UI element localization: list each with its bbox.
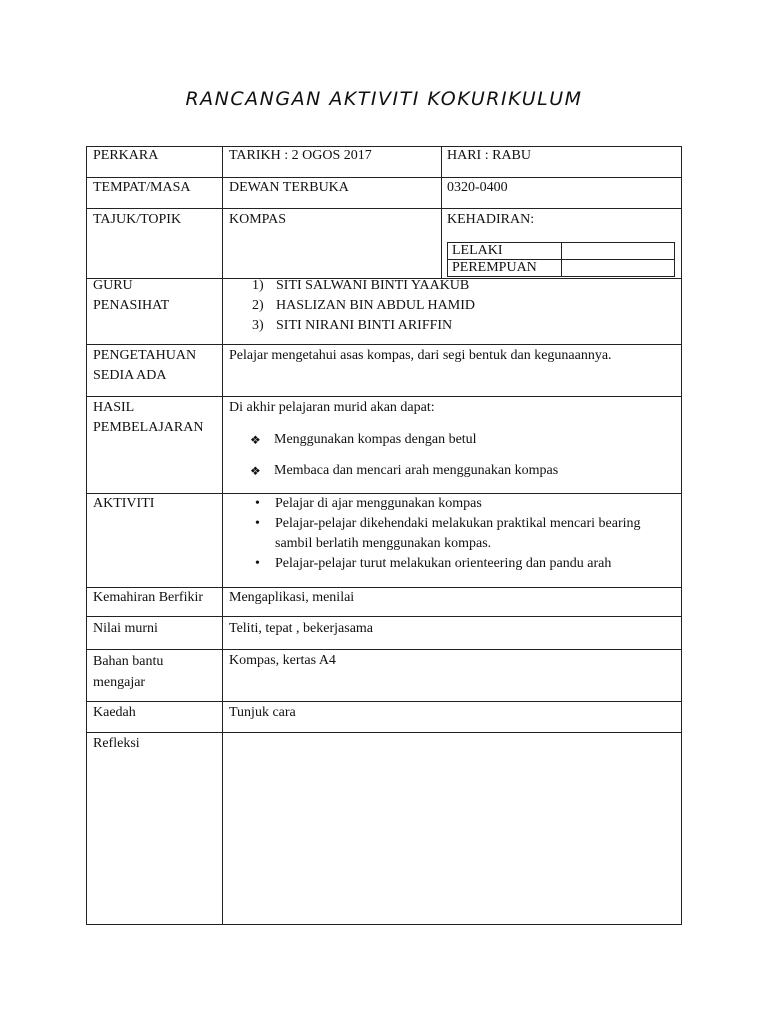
list-item: 2) HASLIZAN BIN ABDUL HAMID: [252, 298, 475, 313]
label-pengetahuan: PENGETAHUAN SEDIA ADA: [93, 348, 197, 383]
list-item: ❖ Membaca dan mencari arah menggunakan kompas: [246, 461, 558, 481]
label-bahan: Bahan bantu mengajar: [93, 654, 164, 690]
kemahiran-text: Mengaplikasi, menilai: [229, 590, 355, 605]
list-item: 1) SITI SALWANI BINTI YAAKUB: [252, 278, 470, 293]
list-item: ❖ Menggunakan kompas dengan betul: [246, 430, 558, 450]
perempuan-label: PEREMPUAN: [452, 260, 537, 275]
label-refleksi: Refleksi: [93, 736, 140, 751]
page-title: RANCANGAN AKTIVITI KOKURIKULUM: [185, 88, 583, 110]
list-item: • Pelajar-pelajar dikehendaki melakukan praktikal mencari bearing sambil berlatih menggunakan kompas.: [255, 516, 641, 551]
label-nilai: Nilai murni: [93, 621, 158, 636]
hari-value: HARI : RABU: [447, 148, 532, 163]
label-tempat-masa: TEMPAT/MASA: [93, 180, 191, 195]
list-item: 3) SITI NIRANI BINTI ARIFFIN: [252, 318, 453, 333]
bullet-icon: •: [255, 496, 260, 511]
lelaki-label: LELAKI: [452, 243, 503, 258]
label-perkara: PERKARA: [93, 148, 159, 163]
kaedah-text: Tunjuk cara: [229, 705, 296, 720]
hasil-list: [246, 430, 558, 492]
nilai-text: Teliti, tepat , bekerjasama: [229, 621, 374, 636]
label-kaedah: Kaedah: [93, 705, 136, 720]
bahan-text: Kompas, kertas A4: [229, 653, 336, 668]
list-item: • Pelajar di ajar menggunakan kompas: [229, 494, 649, 514]
label-tajuk-topik: TAJUK/TOPIK: [93, 212, 182, 227]
pengetahuan-text: Pelajar mengetahui asas kompas, dari segi bentuk dan kegunaannya.: [229, 348, 612, 363]
aktiviti-list: [229, 494, 649, 574]
bullet-icon: •: [255, 516, 260, 531]
diamond-bullet-icon: ❖: [250, 433, 261, 447]
tarikh-value: TARIKH : 2 OGOS 2017: [229, 148, 372, 163]
tajuk-value: KOMPAS: [229, 212, 287, 227]
hasil-intro: Di akhir pelajaran murid akan dapat:: [229, 400, 435, 415]
label-kemahiran: Kemahiran Berfikir: [93, 590, 204, 605]
tempat-value: DEWAN TERBUKA: [229, 180, 349, 195]
label-aktiviti: AKTIVITI: [93, 496, 155, 511]
kehadiran-label: KEHADIRAN:: [447, 212, 535, 227]
label-hasil: HASIL PEMBELAJARAN: [93, 400, 204, 435]
guru-list: [252, 276, 475, 336]
diamond-bullet-icon: ❖: [250, 464, 261, 478]
masa-value: 0320-0400: [447, 180, 508, 195]
list-item: • Pelajar-pelajar turut melakukan orienteering dan pandu arah: [229, 554, 649, 574]
label-guru-penasihat: GURU PENASIHAT: [93, 278, 170, 313]
bullet-icon: •: [255, 556, 260, 571]
